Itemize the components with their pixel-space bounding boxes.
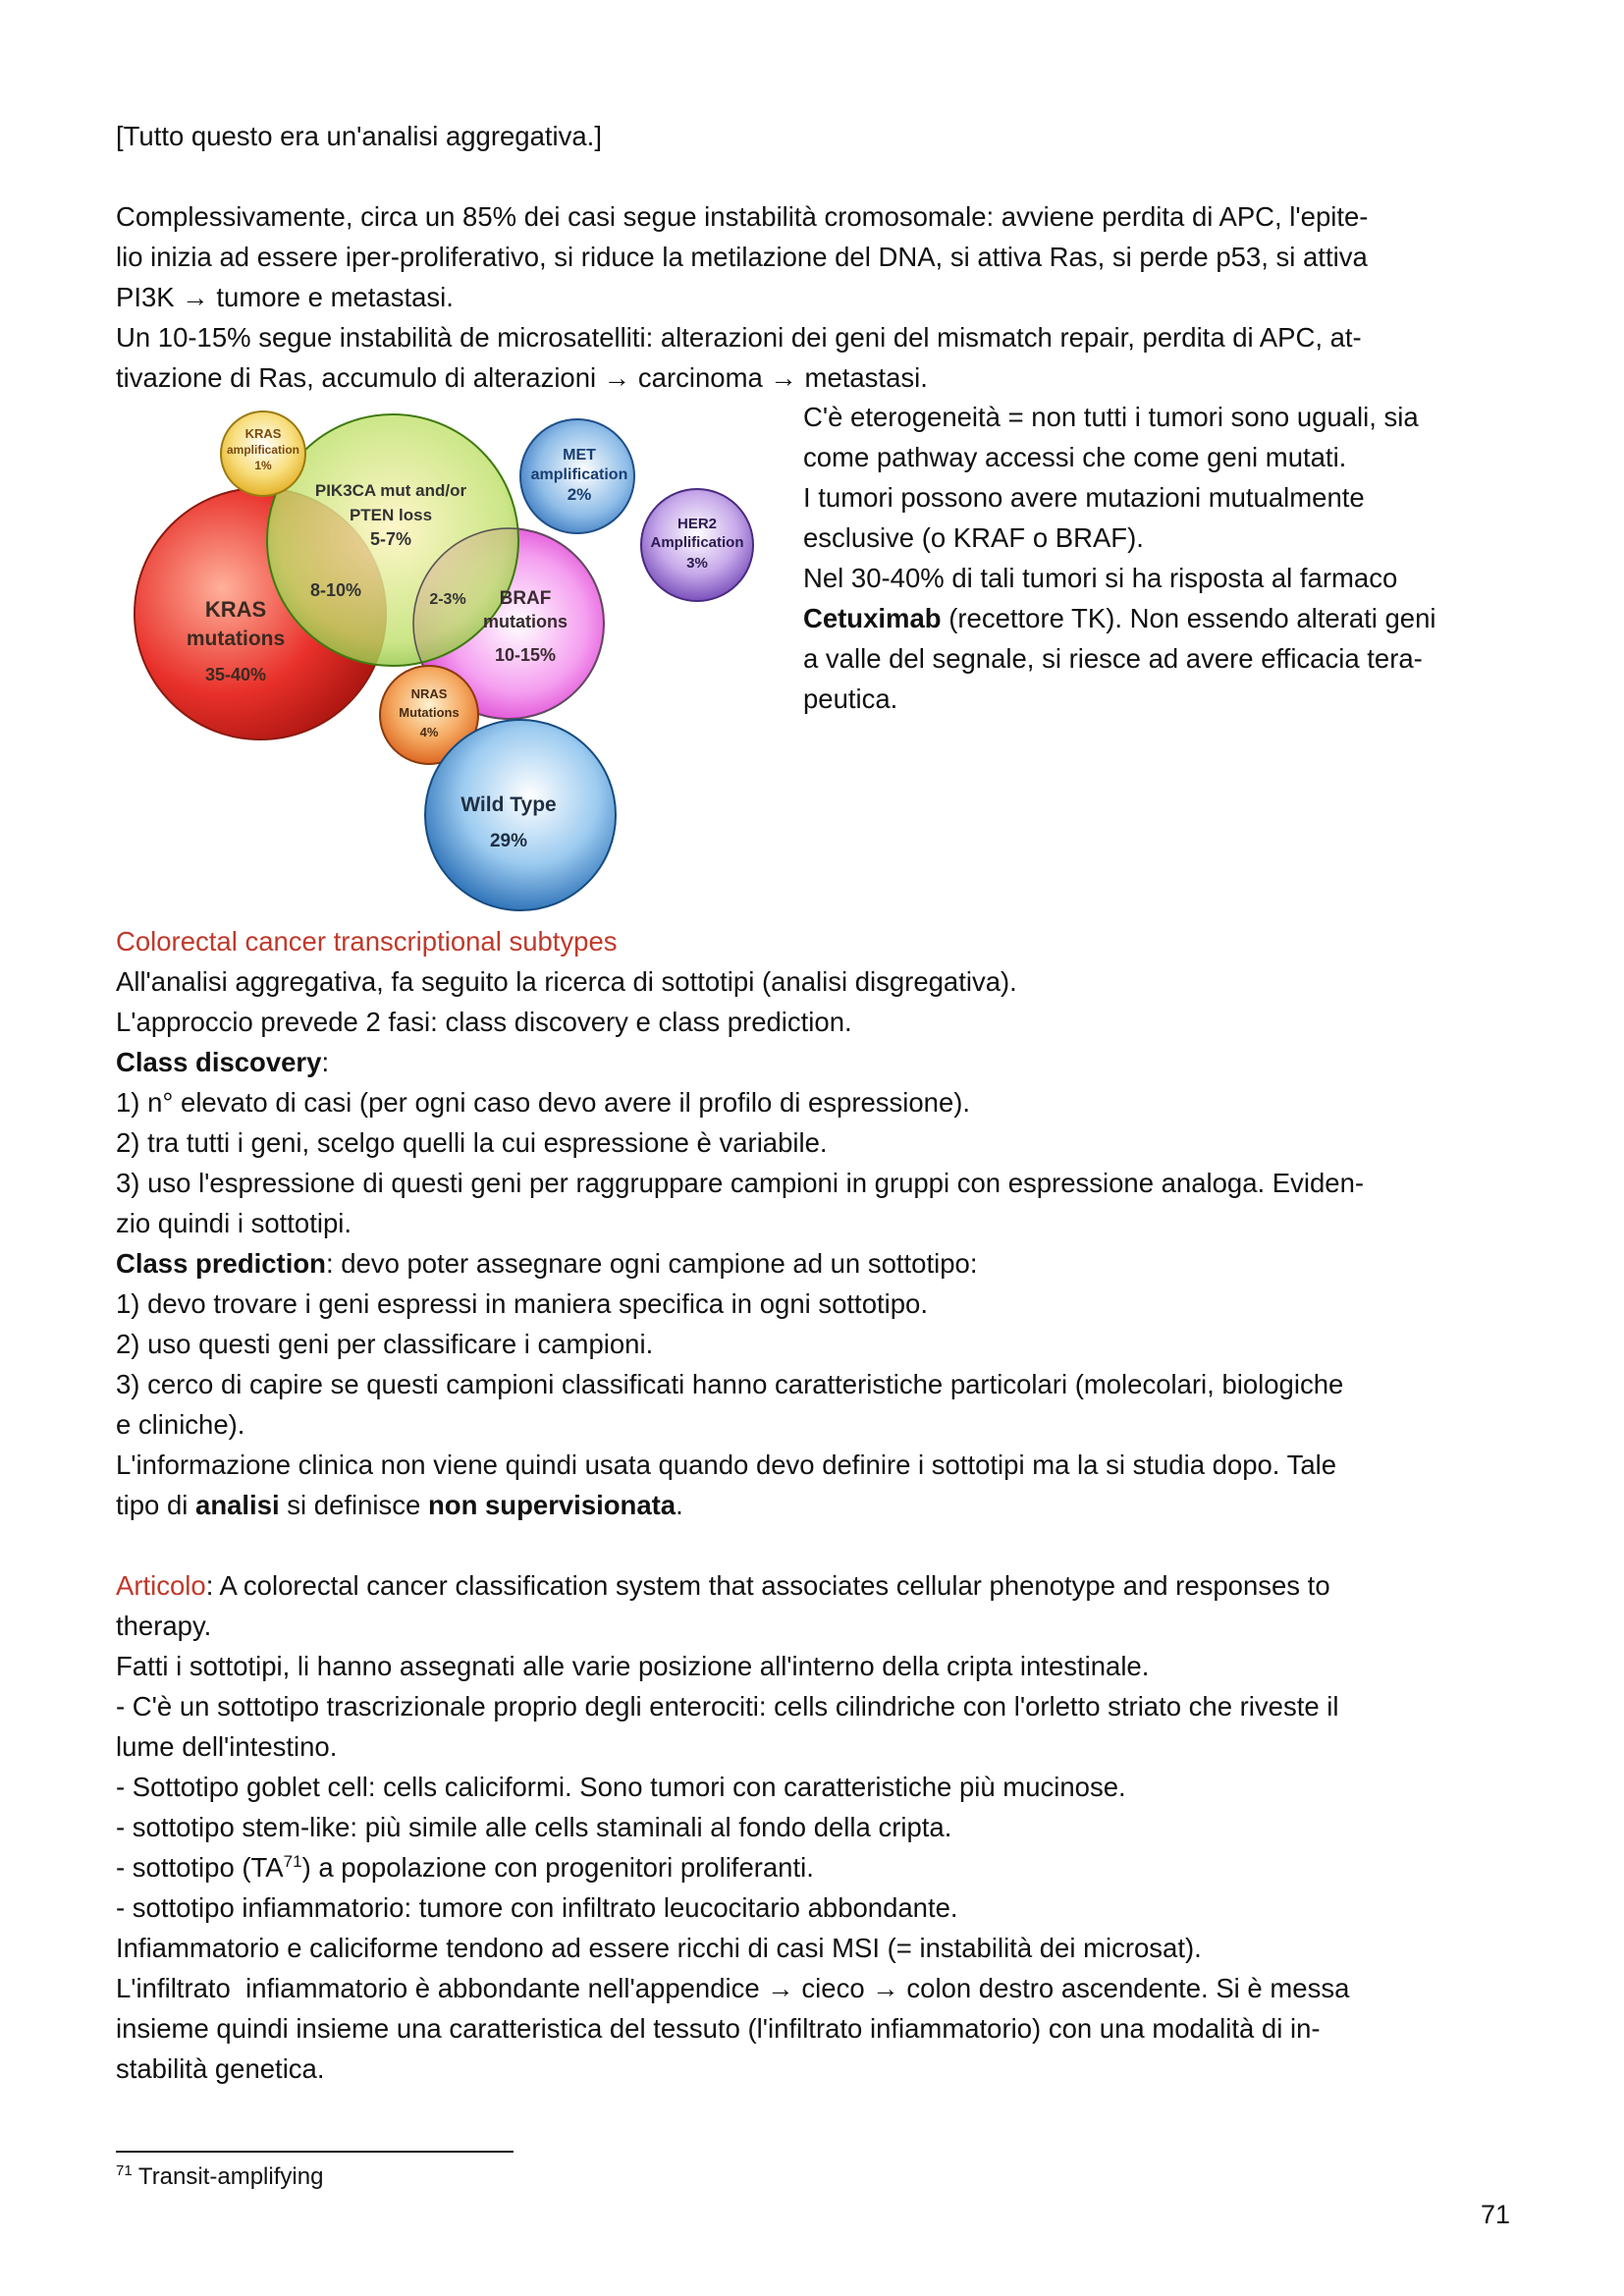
nras-label-1: NRAS: [410, 686, 448, 701]
bold-term: non supervisionata: [427, 1490, 677, 1520]
list-item: 1) n° elevato di casi (per ogni caso devo avere il profilo di espressione).: [116, 1087, 971, 1118]
text-fragment: si definisce: [279, 1490, 428, 1520]
wild-type-label-1: Wild Type: [460, 793, 557, 816]
text-line: Infiammatorio e caliciforme tendono ad essere ricchi di casi MSI (= instabilità dei microsat).: [116, 1933, 1202, 1963]
intro-spacer: [116, 156, 1520, 196]
footnote-ref[interactable]: 71: [283, 1851, 302, 1871]
text-line-analysis: [116, 1485, 1520, 1525]
her2-label-2: Amplification: [650, 534, 744, 551]
list-item: - sottotipo stem-like: più simile alle cells staminali al fondo della cripta.: [116, 1812, 952, 1842]
articolo-line: [116, 1565, 1520, 1646]
intro-block: [116, 116, 1520, 398]
kras-mut-label-2: mutations: [186, 628, 286, 650]
her2-label-3: 3%: [686, 555, 708, 572]
class-prediction-label: Class prediction: [116, 1248, 326, 1279]
list-item: - C'è un sottotipo trascrizionale proprio degli enterociti: cells cilindriche con l'orletto striato che riveste il lume dell'intestino.: [116, 1691, 1339, 1762]
braf-label-2: mutations: [482, 612, 568, 631]
side-line: esclusive (o KRAF o BRAF).: [803, 522, 1144, 553]
footnote-text: Transit-amplifying: [132, 2163, 324, 2190]
list-item: 2) tra tutti i geni, scelgo quelli la cui espressione è variabile.: [116, 1127, 828, 1158]
overlap-pik3ca-braf-label: 2-3%: [429, 591, 466, 608]
nras-label-3: 4%: [419, 725, 439, 739]
text-fragment: - sottotipo (TA: [116, 1852, 284, 1883]
colon: :: [321, 1047, 330, 1077]
section-transcriptional-subtypes: [116, 921, 1520, 1525]
text-line: L'infiltrato infiammatorio è abbondante nell'appendice → cieco → colon destro ascendente. Si è messa insieme quindi insieme una caratteristica del tessuto (l'infiltrato infiammatorio) con una modalità di in- stabilità genetica.: [116, 1973, 1350, 2084]
footnote: [116, 2160, 323, 2194]
side-line-rest: (recettore TK). Non essendo alterati geni: [941, 603, 1436, 633]
text-line: All'analisi aggregativa, fa seguito la ricerca di sottotipi (analisi disgregativa).: [116, 966, 1017, 997]
wild-type-label-2: 29%: [489, 831, 528, 851]
side-line: I tumori possono avere mutazioni mutualmente: [803, 482, 1365, 513]
text-fragment: .: [676, 1490, 683, 1520]
side-line: peutica.: [803, 683, 898, 714]
list-item: 2) uso questi geni per classificare i campioni.: [116, 1329, 654, 1359]
intro-paragraph-2: Un 10-15% segue instabilità de microsatelliti: alterazioni dei geni del mismatch repair, perdita di APC, at- tivazione di Ras, accumulo di alterazioni → carcinoma → metastasi.: [116, 322, 1362, 393]
text-line: L'approccio prevede 2 fasi: class discovery e class prediction.: [116, 1007, 852, 1037]
list-item: 3) uso l'espressione di questi geni per raggruppare campioni in gruppi con espressione analoga. Eviden- zio quindi i sottotipi.: [116, 1168, 1365, 1238]
page-number: 71: [1481, 2200, 1511, 2229]
articolo-title: : A colorectal cancer classification system that associates cellular phenotype and responses to therapy.: [116, 1570, 1330, 1641]
kras-amp-label-3: 1%: [254, 459, 272, 472]
text-line: L'informazione clinica non viene quindi usata quando devo definire i sottotipi ma la si studia dopo. Tale: [116, 1449, 1337, 1480]
articolo-label: Articolo: [116, 1570, 206, 1601]
kras-amp-label-1: KRAS: [244, 426, 282, 441]
side-line: a valle del segnale, si riesce ad avere efficacia tera-: [803, 643, 1423, 674]
overlap-kras-pik3ca-label: 8-10%: [309, 580, 362, 600]
section-title: Colorectal cancer transcriptional subtypes: [116, 926, 618, 957]
pik3ca-label-3: 5-7%: [369, 529, 412, 549]
met-label-3: 2%: [567, 485, 592, 504]
intro-paragraph-1: Complessivamente, circa un 85% dei casi segue instabilità cromosomale: avviene perdita di APC, l'epite- lio inizia ad essere iper-proliferativo, si riduce la metilazione del DNA, si attiva Ras, si perde p53, si attiva PI3K → tumore e metastasi.: [116, 201, 1369, 312]
braf-label-1: BRAF: [499, 588, 552, 609]
cetuximab-term: Cetuximab: [803, 603, 942, 633]
braf-label-3: 10-15%: [494, 645, 557, 665]
her2-label-1: HER2: [677, 516, 718, 532]
kras-mut-label-3: 35-40%: [204, 665, 267, 684]
class-prediction-heading: [116, 1243, 1520, 1284]
side-line: C'è eterogeneità = non tutti i tumori sono uguali, sia: [803, 402, 1419, 432]
mutation-venn-diagram: [118, 403, 825, 913]
class-prediction-rest: : devo poter assegnare ogni campione ad un sottotipo:: [325, 1248, 978, 1279]
intro-line: [Tutto questo era un'analisi aggregativa.]: [116, 121, 602, 151]
bold-term: analisi: [195, 1490, 280, 1520]
list-item: 3) cerco di capire se questi campioni classificati hanno caratteristiche particolari (molecolari, biologiche e cliniche).: [116, 1369, 1344, 1440]
class-discovery-heading: [116, 1042, 1520, 1082]
section-articolo: [116, 1565, 1520, 2089]
footnote-number: 71: [116, 2162, 133, 2179]
list-item: - Sottotipo goblet cell: cells caliciformi. Sono tumori con caratteristiche più mucinose.: [116, 1772, 1126, 1802]
side-text: [803, 397, 1520, 719]
met-label-1: MET: [563, 447, 596, 464]
side-line: Nel 30-40% di tali tumori si ha risposta al farmaco: [803, 563, 1398, 593]
text-line: Fatti i sottotipi, li hanno assegnati alle varie posizione all'interno della cripta intestinale.: [116, 1651, 1150, 1681]
footnote-divider: [116, 2151, 514, 2153]
kras-amp-label-2: amplification: [226, 443, 300, 457]
met-label-2: amplification: [530, 466, 628, 483]
nras-label-2: Mutations: [399, 705, 460, 720]
side-line-cetuximab: [803, 598, 1520, 638]
list-item-ta: [116, 1847, 1520, 1887]
list-item: 1) devo trovare i geni espressi in maniera specifica in ogni sottotipo.: [116, 1288, 928, 1319]
list-item: - sottotipo infiammatorio: tumore con infiltrato leucocitario abbondante.: [116, 1892, 958, 1923]
pik3ca-label-2: PTEN loss: [349, 506, 433, 524]
side-line: come pathway accessi che come geni mutati.: [803, 442, 1347, 472]
class-discovery-label: Class discovery: [116, 1047, 322, 1077]
text-fragment: ) a popolazione con progenitori proliferanti.: [301, 1852, 814, 1883]
kras-mut-label-1: KRAS: [204, 597, 267, 622]
pik3ca-label-1: PIK3CA mut and/or: [314, 481, 467, 500]
text-fragment: tipo di: [116, 1490, 196, 1520]
